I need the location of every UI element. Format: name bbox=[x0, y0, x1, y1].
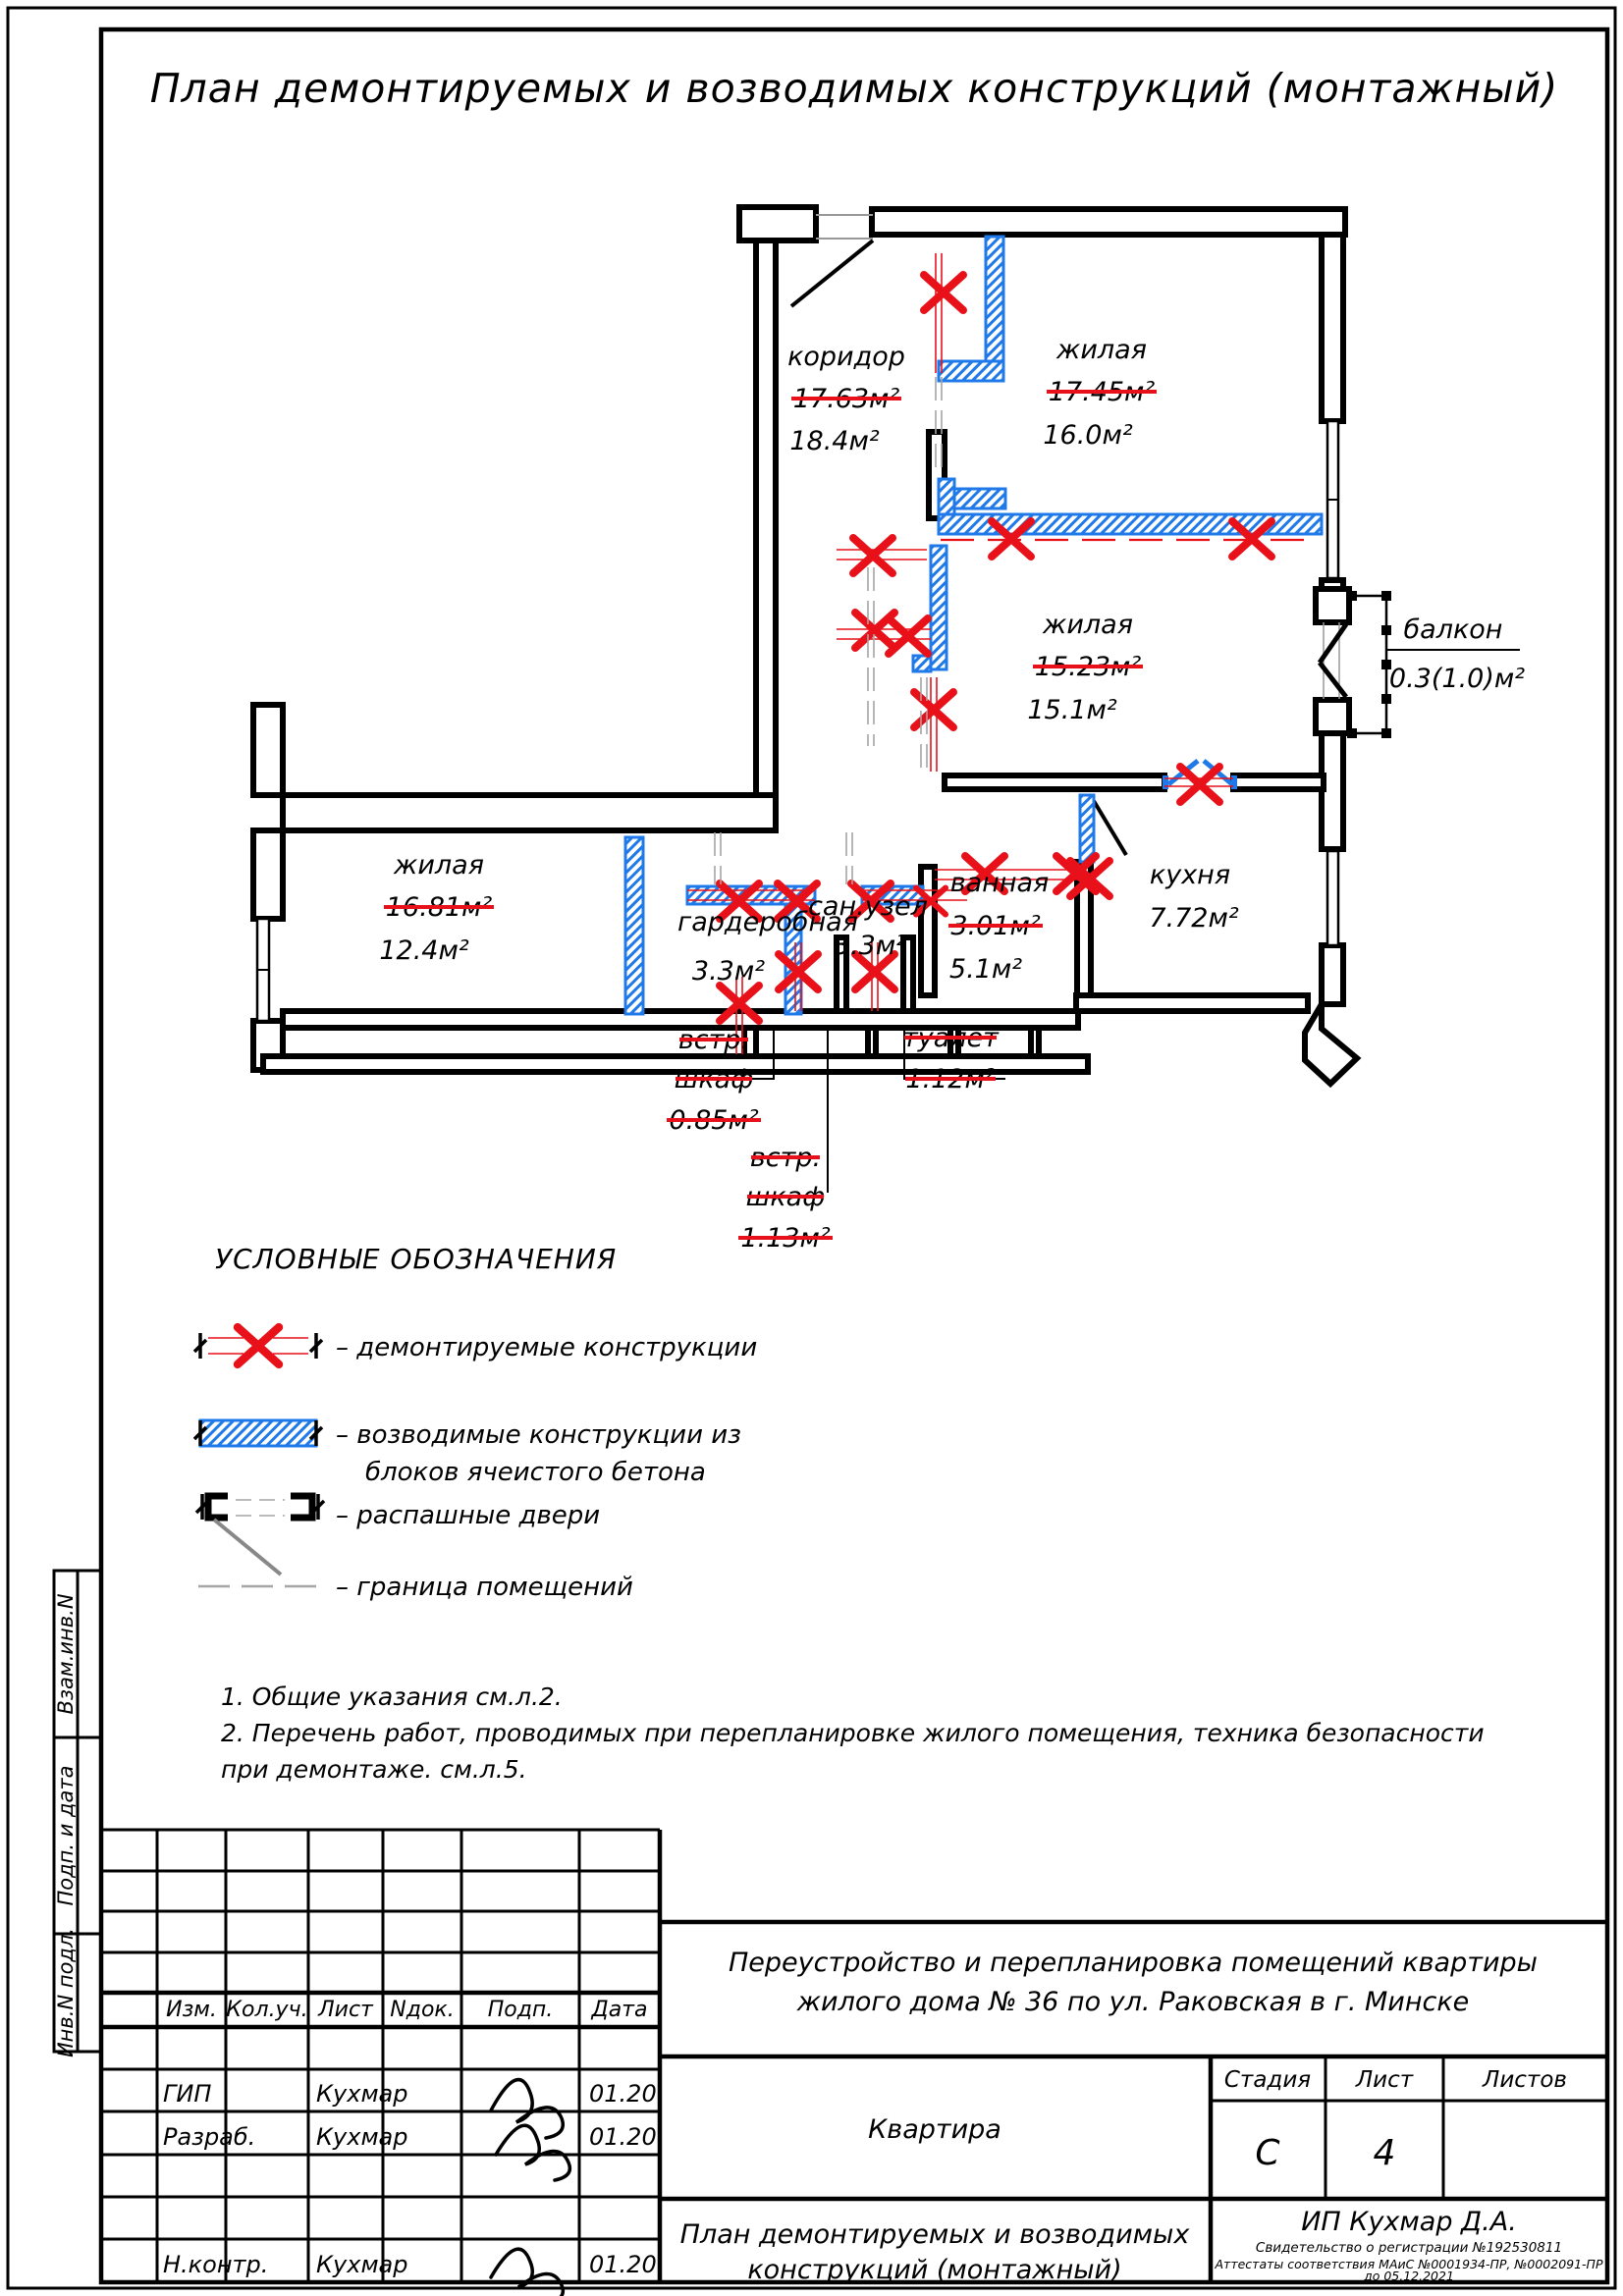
room-area-old-zhilaya2: 15.23м² bbox=[1034, 652, 1142, 682]
room-area-garderobnaya: 3.3м² bbox=[691, 956, 766, 987]
room-area-new-vannaya: 5.1м² bbox=[948, 954, 1023, 985]
tb-name-razrab: Кухмар bbox=[316, 2123, 408, 2151]
note-1: 1. Общие указания см.л.2. bbox=[221, 1682, 563, 1711]
tb-name-gip: Кухмар bbox=[316, 2080, 408, 2108]
room-area-shkaf2: 1.13м² bbox=[740, 1223, 831, 1254]
tb-role-gip: ГИП bbox=[163, 2080, 212, 2108]
tb-sheet-label: Лист bbox=[1355, 2067, 1414, 2093]
tb-project-line2: жилого дома № 36 по ул. Раковская в г. Минске bbox=[796, 1987, 1470, 2017]
room-area-old-zhilaya3: 16.81м² bbox=[385, 892, 493, 923]
tb-cert-3: до 05.12.2021 bbox=[1364, 2269, 1454, 2283]
legend-label-demolished: – демонтируемые конструкции bbox=[336, 1333, 758, 1362]
tb-drawing-title-1: План демонтируемых и возводимых bbox=[679, 2219, 1190, 2250]
room-area-sanuzel: 3.3м² bbox=[833, 931, 907, 961]
room-label-garderobnaya: гардеробная bbox=[677, 907, 858, 937]
room-label-zhilaya1: жилая bbox=[1056, 335, 1147, 365]
room-label-shkaf2-line1: встр. bbox=[749, 1143, 822, 1173]
room-label-kuhnya: кухня bbox=[1149, 860, 1231, 890]
tb-cert-1: Свидетельство о регистрации №192530811 bbox=[1255, 2240, 1563, 2256]
room-label-zhilaya3: жилая bbox=[394, 850, 484, 881]
note-2: 2. Перечень работ, проводимых при перепланировке жилого помещения, техника безопасности bbox=[221, 1719, 1485, 1747]
room-area-old-vannaya: 3.01м² bbox=[950, 911, 1041, 941]
legend-label-new-wall-1: – возводимые конструкции из bbox=[336, 1420, 741, 1450]
side-label-inv: Инв.N подл. bbox=[54, 1927, 78, 2058]
room-area-balkon: 0.3(1.0)м² bbox=[1388, 664, 1526, 694]
tb-stage-value: С bbox=[1255, 2133, 1280, 2173]
tb-date-gip: 01.20 bbox=[589, 2080, 657, 2108]
tb-sheet-value: 4 bbox=[1373, 2133, 1396, 2173]
legend-label-boundary: – граница помещений bbox=[336, 1573, 633, 1602]
room-area-new-zhilaya3: 12.4м² bbox=[379, 935, 469, 966]
room-label-shkaf1-line2: шкаф bbox=[674, 1064, 754, 1095]
tb-name-nkontr: Кухмар bbox=[316, 2251, 408, 2278]
tb-date-razrab: 01.20 bbox=[589, 2123, 657, 2151]
tb-drawing-title-2: конструкций (монтажный) bbox=[747, 2255, 1122, 2285]
room-label-sanuzel: сан.узел bbox=[808, 891, 928, 922]
room-area-new-koridor: 18.4м² bbox=[789, 426, 880, 456]
tb-date-nkontr: 01.20 bbox=[589, 2251, 657, 2278]
side-stamp-cells bbox=[54, 1571, 101, 2057]
room-label-balkon: балкон bbox=[1403, 614, 1503, 645]
title-block bbox=[101, 1830, 1607, 2296]
legend-label-door: – распашные двери bbox=[336, 1501, 601, 1530]
legend-label-new-wall-2: блоков ячеистого бетона bbox=[365, 1458, 706, 1487]
room-area-old-koridor: 17.63м² bbox=[792, 384, 900, 414]
side-label-podp: Подп. и дата bbox=[54, 1765, 78, 1906]
page-title: План демонтируемых и возводимых конструкций (монтажный) bbox=[149, 65, 1559, 112]
tb-col-izm: Изм. bbox=[166, 1998, 217, 2022]
room-label-tualet: туалет bbox=[902, 1023, 999, 1053]
tb-col-data: Дата bbox=[591, 1998, 648, 2022]
legend bbox=[194, 1243, 757, 1602]
room-label-zhilaya2: жилая bbox=[1043, 610, 1133, 640]
tb-cert-2: Аттестаты соответствия МАиС №0001934-ПР, №0002091-ПР bbox=[1215, 2257, 1603, 2271]
tb-role-razrab: Разраб. bbox=[163, 2123, 256, 2151]
notes bbox=[221, 1682, 1485, 1784]
room-label-shkaf2-line2: шкаф bbox=[745, 1182, 826, 1212]
legend-symbol-new-wall bbox=[194, 1420, 322, 1446]
tb-stage-label: Стадия bbox=[1223, 2067, 1312, 2093]
tb-col-list: Лист bbox=[318, 1998, 373, 2022]
tb-role-nkontr: Н.контр. bbox=[163, 2251, 269, 2278]
room-area-tualet: 1.12м² bbox=[905, 1064, 996, 1095]
room-label-vannaya: ванная bbox=[949, 868, 1050, 898]
tb-col-podp: Подп. bbox=[487, 1998, 554, 2022]
tb-company: ИП Кухмар Д.А. bbox=[1301, 2207, 1517, 2237]
room-label-shkaf1-line1: встр. bbox=[677, 1025, 750, 1055]
side-label-vzam: Взам.инв.N bbox=[54, 1593, 78, 1715]
room-area-new-zhilaya2: 15.1м² bbox=[1027, 695, 1117, 725]
legend-symbol-demolished bbox=[194, 1327, 322, 1364]
tb-col-ndok: Nдок. bbox=[390, 1998, 455, 2022]
legend-symbol-door bbox=[196, 1494, 324, 1575]
tb-sheets-label: Листов bbox=[1483, 2067, 1567, 2093]
tb-object: Квартира bbox=[868, 2114, 1001, 2145]
room-area-shkaf1: 0.85м² bbox=[669, 1105, 759, 1136]
legend-heading: УСЛОВНЫЕ ОБОЗНАЧЕНИЯ bbox=[215, 1243, 618, 1275]
room-area-old-zhilaya1: 17.45м² bbox=[1048, 377, 1156, 407]
tb-project-line1: Переустройство и перепланировка помещений квартиры bbox=[729, 1948, 1538, 1978]
room-area-kuhnya: 7.72м² bbox=[1149, 903, 1239, 934]
room-label-koridor: коридор bbox=[787, 342, 905, 372]
tb-col-koluch: Кол.уч. bbox=[226, 1998, 308, 2022]
room-area-new-zhilaya1: 16.0м² bbox=[1043, 420, 1133, 451]
note-3: при демонтаже. см.л.5. bbox=[221, 1755, 527, 1784]
